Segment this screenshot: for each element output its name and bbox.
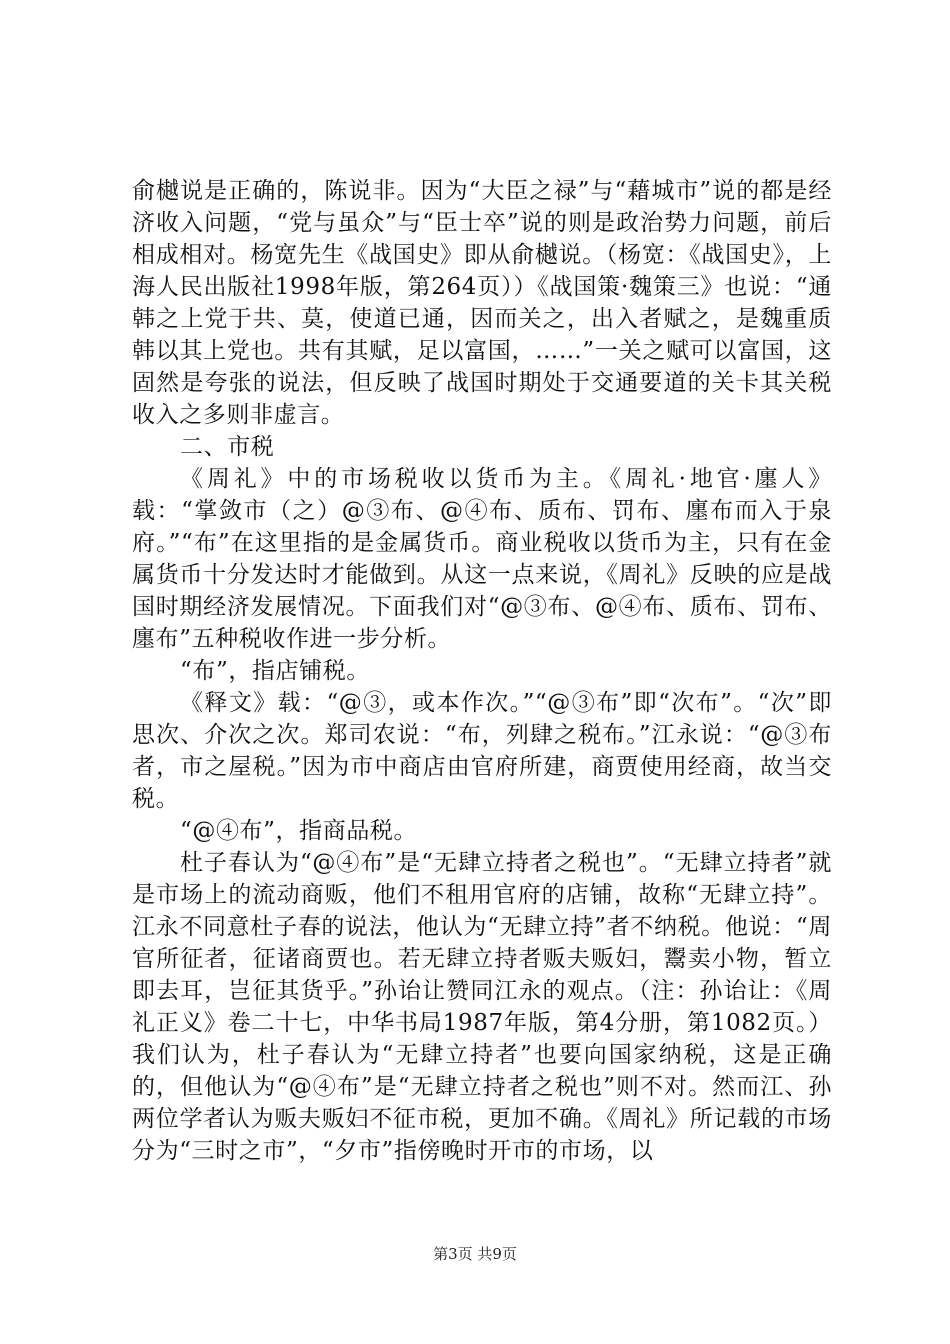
paragraph-2: 《周礼》中的市场税收以货币为主。《周礼·地官·廛人》载：“掌敛市（之）@③布、@④布、质布、罚布、廛布而入于泉府。”“布”在这里指的是金属货币。商业税收以货币为主，只有在金属货币十分发达时才能做到。从这一点来说，《周礼》反映的应是战国时期经济发展情况。下面我们对“@③布、@④布、质布、罚布、廛布”五种税收作进一步分析。 (132, 466, 832, 652)
body-text (132, 175, 832, 1167)
paragraph-5: “@④布”，指商品税。 (180, 818, 418, 844)
paragraph-4: 《释文》载：“@③，或本作次。”“@③布”即“次布”。“次”即思次、介次之次。郑司农说：“布，列肆之税布。”江永说：“@③布者，市之屋税。”因为市中商店由官府所建，商贾使用经商，故当交税。 (132, 690, 832, 812)
page-footer: 第3页 共9页 (433, 1245, 517, 1263)
paragraph-6: 杜子春认为“@④布”是“无肆立持者之税也”。“无肆立持者”就是市场上的流动商贩，他们不租用官府的店铺，故称“无肆立持”。江永不同意杜子春的说法，他认为“无肆立持”者不纳税。他说：“周官所征者，征诸商贾也。若无肆立持者贩夫贩妇，鬻卖小物，暂立即去耳，岂征其货乎。”孙诒让赞同江永的观点。（注：孙诒让：《周礼正义》卷二十七，中华书局1987年版，第4分册，第1082页。）我们认为，杜子春认为“无肆立持者”也要向国家纳税，这是正确的，但他认为“@④布”是“无肆立持者之税也”则不对。然而江、孙两位学者认为贩夫贩妇不征市税，更加不确。《周礼》所记载的市场分为“三时之市”，“夕市”指傍晚时开市的市场，以 (132, 850, 832, 1164)
paragraph-1: 俞樾说是正确的，陈说非。因为“大臣之禄”与“藉城市”说的都是经济收入问题，“党与虽众”与“臣士卒”说的则是政治势力问题，前后相成相对。杨宽先生《战国史》即从俞樾说。（杨宽：《战国史》，上海人民出版社1998年版，第264页））《战国策·魏策三》也说：“通韩之上党于共、莫，使道已通，因而关之，出入者赋之，是魏重质韩以其上党也。共有其赋，足以富国，……”一关之赋可以富国，这固然是夸张的说法，但反映了战国时期处于交通要道的关卡其关税收入之多则非虚言。 (132, 178, 832, 428)
section-heading-market-tax: 二、市税 (180, 434, 275, 460)
paragraph-3: “布”，指店铺税。 (180, 658, 370, 684)
